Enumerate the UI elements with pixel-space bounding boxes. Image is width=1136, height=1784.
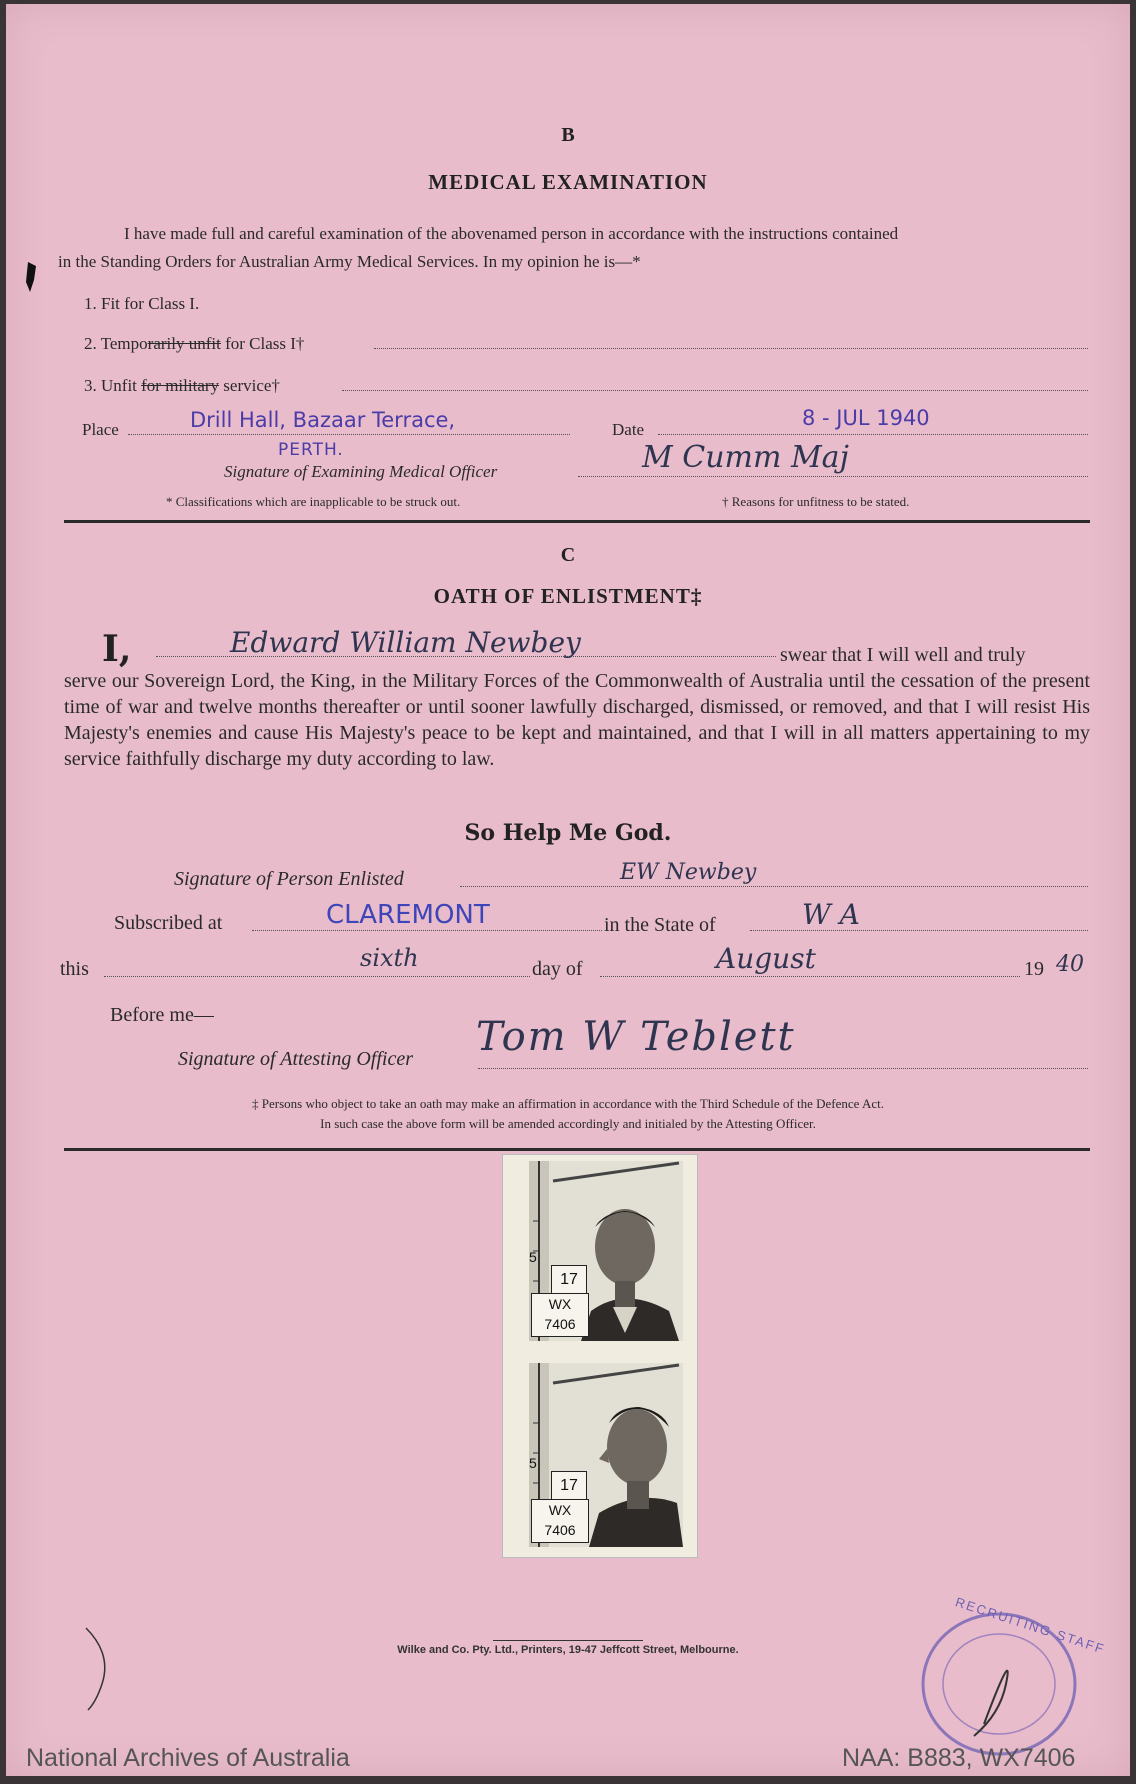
date-label: Date: [612, 420, 645, 439]
oath-line-1-end: swear that I will well and truly: [780, 644, 1026, 666]
oath-body: serve our Sovereign Lord, the King, in the Military Forces of the Commonwealth of Australia until the cessation of the present time of war and twelve months thereafter or until sooner lawfully discharged, dismissed, or removed, and that I will resist His Majesty's enemies and cause His Majesty's peace to be kept and maintained, and that I will in all matters appertaining to my service faithfully discharge my duty according to law.: [64, 670, 1090, 770]
section-c-letter: C: [560, 544, 576, 566]
state-label: in the State of: [604, 914, 716, 936]
item-3-dotted-line: [342, 390, 1088, 391]
place-dotted-line: [128, 434, 570, 435]
pencil-mark: [82, 1624, 122, 1714]
classification-item-2: [84, 330, 304, 358]
document-page: [6, 4, 1130, 1776]
month-value: August: [716, 942, 816, 975]
photo-2-board-top: 17: [551, 1471, 587, 1501]
photo-2-board-bottom: WX 7406: [531, 1499, 589, 1543]
photo-2-measure: 5: [529, 1455, 537, 1471]
photo-1-board-top: 17: [551, 1265, 587, 1295]
this-label: this: [60, 958, 89, 980]
month-dotted-line: [600, 976, 1020, 977]
date-dotted-line: [658, 434, 1088, 435]
medical-officer-signature-label: Signature of Examining Medical Officer: [224, 462, 498, 481]
attesting-signature: Tom W Teblett: [476, 1014, 796, 1060]
note-classifications: * Classifications which are inapplicable to be struck out.: [166, 494, 461, 509]
day-dotted-line: [104, 976, 530, 977]
year-prefix: 19: [1024, 958, 1044, 980]
place-stamp: Drill Hall, Bazaar Terrace,: [190, 408, 456, 432]
id-photo-front: [529, 1161, 683, 1341]
intro-line-1: I have made full and careful examination of the abovenamed person in accordance with the instructions contained: [124, 224, 899, 243]
item-3-suffix: service†: [219, 376, 280, 395]
day-of-label: day of: [532, 958, 583, 980]
item-2-suffix: for Class I†: [220, 334, 305, 353]
place-stamp-city: PERTH.: [278, 440, 344, 460]
section-divider-1: [64, 520, 1090, 523]
archive-footer-right: NAA: B883, WX7406: [842, 1744, 1076, 1772]
section-b-letter: B: [561, 124, 575, 146]
subscribed-stamp: CLAREMONT: [326, 900, 490, 930]
note-reasons: † Reasons for unfitness to be stated.: [722, 494, 910, 509]
attesting-dotted-line: [478, 1068, 1088, 1069]
footnote-line-2: In such case the above form will be amended accordingly and initialed by the Attesting Officer.: [320, 1116, 816, 1131]
stamp-text: RECRUITING STAFF: [953, 1594, 1108, 1657]
so-help-me-god: So Help Me God.: [464, 820, 672, 846]
day-value: sixth: [360, 944, 419, 972]
item-3-struck: for military: [141, 376, 220, 395]
archive-footer-left: National Archives of Australia: [26, 1744, 350, 1772]
place-label: Place: [82, 420, 119, 439]
section-divider-2: [64, 1148, 1090, 1151]
subscribed-at-label: Subscribed at: [114, 912, 223, 934]
before-me-label: Before me—: [110, 1004, 214, 1026]
date-stamp: 8 - JUL 1940: [802, 406, 930, 430]
printer-rule: [493, 1640, 643, 1641]
footnote-line-1: ‡ Persons who object to take an oath may make an affirmation in accordance with the Third Schedule of the Defence Act.: [252, 1096, 884, 1111]
enlisted-signature-label: Signature of Person Enlisted: [174, 868, 404, 890]
attesting-signature-label: Signature of Attesting Officer: [178, 1048, 413, 1070]
section-b-title: MEDICAL EXAMINATION: [428, 170, 708, 194]
enlisted-dotted-line: [460, 886, 1088, 887]
enlisted-signature: EW Newbey: [620, 860, 757, 885]
photo-1-board-bottom: WX 7406: [531, 1293, 589, 1337]
section-c-title: OATH OF ENLISTMENT‡: [433, 584, 703, 608]
photo-1-measure: 5: [529, 1249, 537, 1265]
id-photo-strip: [502, 1154, 698, 1558]
item-2-struck: rarily unfit: [147, 334, 221, 353]
item-2-dotted-line: [374, 348, 1088, 349]
printer-imprint: Wilke and Co. Pty. Ltd., Printers, 19-47 Jeffcott Street, Melbourne.: [397, 1644, 739, 1656]
oath-initial: I,: [102, 628, 132, 670]
item-3-prefix: 3. Unfit: [84, 376, 142, 395]
year-value: 40: [1056, 952, 1084, 977]
state-value: W A: [802, 898, 860, 931]
id-photo-profile: [529, 1363, 683, 1547]
state-dotted-line: [750, 930, 1088, 931]
ink-blot: [22, 260, 42, 294]
subscribed-dotted-line: [252, 930, 602, 931]
medical-officer-signature: M Cumm Maj: [642, 440, 849, 475]
intro-line-2: in the Standing Orders for Australian Army Medical Services. In my opinion he is—*: [58, 252, 641, 271]
classification-item-1: 1. Fit for Class I.: [84, 294, 200, 313]
medical-officer-dotted-line: [578, 476, 1088, 477]
oath-name: Edward William Newbey: [230, 626, 581, 659]
item-2-prefix: 2. Tempo: [84, 334, 148, 353]
classification-item-3: [84, 372, 280, 400]
